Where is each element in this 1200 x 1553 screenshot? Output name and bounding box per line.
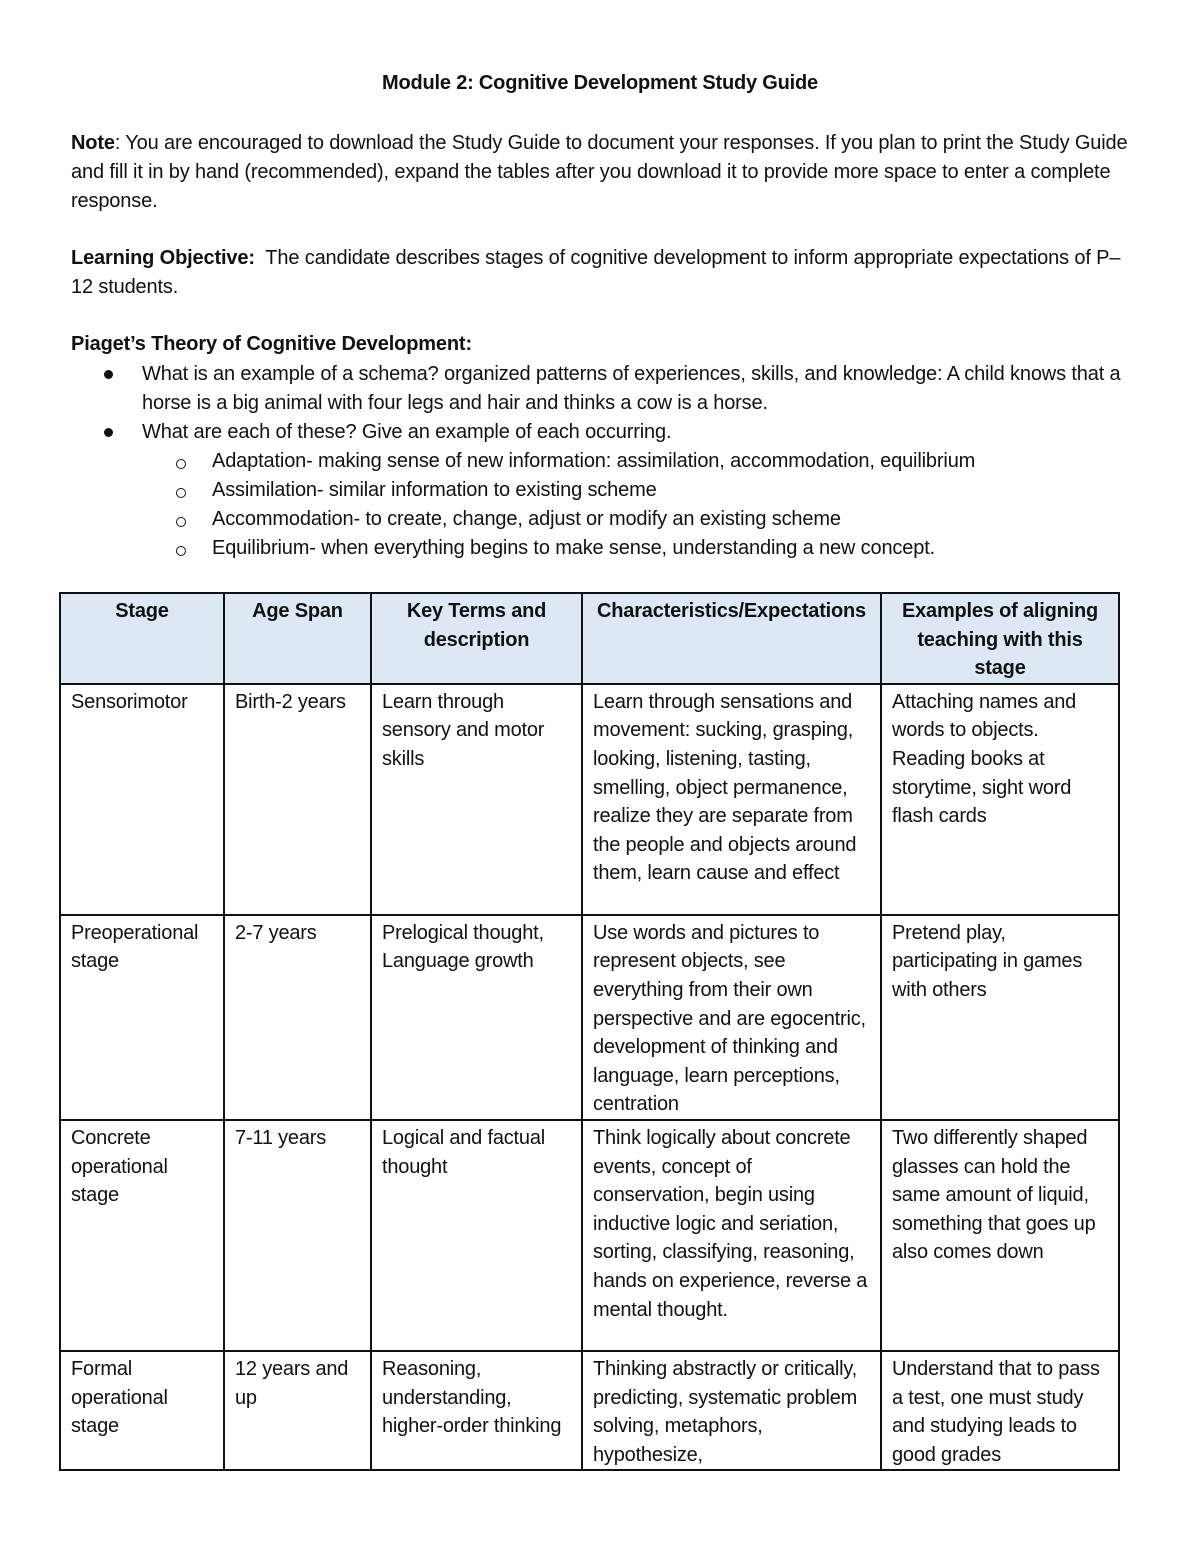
page-title: Module 2: Cognitive Development Study Guide <box>382 72 818 94</box>
note-label: Note <box>71 132 115 154</box>
note-text: : You are encouraged to download the Study Guide to document your responses. If you plan to print the Study Guide and fill it in by hand (recommended), expand the tables after you download it to provide more space to enter a complete response. <box>71 132 1128 212</box>
cell-characteristics: Learn through sensations and movement: sucking, grasping, looking, listening, tasting, smelling, object permanence, realize they are separate from the people and objects around them, learn cause and effect <box>582 684 881 915</box>
bullet-icon <box>104 428 113 437</box>
header-key-terms: Key Terms and description <box>371 593 582 684</box>
cell-examples: Pretend play, participating in games with others <box>881 915 1119 1120</box>
circle-bullet-icon <box>176 517 186 527</box>
cell-key-terms: Learn through sensory and motor skills <box>371 684 582 915</box>
learning-objective-paragraph <box>71 244 1131 302</box>
sub-list-item <box>71 505 1131 534</box>
cell-stage: Formal operational stage <box>60 1351 224 1470</box>
cell-key-terms: Logical and factual thought <box>371 1120 582 1351</box>
cell-characteristics: Think logically about concrete events, concept of conservation, begin using inductive logic and seriation, sorting, classifying, reasoning, hands on experience, reverse a mental thought. <box>582 1120 881 1351</box>
table-row <box>60 684 1119 915</box>
table-row <box>60 1351 1119 1470</box>
cell-examples: Two differently shaped glasses can hold the same amount of liquid, something that goes up also comes down <box>881 1120 1119 1351</box>
piaget-heading-text: Piaget’s Theory of Cognitive Development: <box>71 333 472 355</box>
cell-stage: Preoperational stage <box>60 915 224 1120</box>
note-paragraph <box>71 129 1131 216</box>
sub-list-item <box>71 476 1131 505</box>
cell-key-terms: Prelogical thought, Language growth <box>371 915 582 1120</box>
circle-bullet-icon <box>176 488 186 498</box>
circle-bullet-icon <box>176 546 186 556</box>
piaget-bullet-list <box>71 360 1131 563</box>
list-item <box>71 360 1131 418</box>
sub-item-text: Adaptation- making sense of new information: assimilation, accommodation, equilibrium <box>212 450 976 472</box>
circle-bullet-icon <box>176 459 186 469</box>
sub-item-text: Equilibrium- when everything begins to make sense, understanding a new concept. <box>212 537 936 559</box>
cognitive-stages-table <box>59 592 1120 1471</box>
sub-item-text: Assimilation- similar information to existing scheme <box>212 479 657 501</box>
cell-examples: Understand that to pass a test, one must study and studying leads to good grades <box>881 1351 1119 1470</box>
cell-age-span: 12 years and up <box>224 1351 371 1470</box>
cell-characteristics: Thinking abstractly or critically, predicting, systematic problem solving, metaphors, hypothesize, <box>582 1351 881 1470</box>
bullet-text: What are each of these? Give an example of each occurring. <box>142 421 672 443</box>
header-age-span: Age Span <box>224 593 371 684</box>
table-header-row <box>60 593 1119 684</box>
cell-stage: Sensorimotor <box>60 684 224 915</box>
header-characteristics: Characteristics/Expectations <box>582 593 881 684</box>
sub-list-item <box>71 534 1131 563</box>
header-examples: Examples of aligning teaching with this stage <box>881 593 1119 684</box>
table-row <box>60 1120 1119 1351</box>
sub-item-text: Accommodation- to create, change, adjust or modify an existing scheme <box>212 508 841 530</box>
cell-age-span: 2-7 years <box>224 915 371 1120</box>
cell-stage: Concrete operational stage <box>60 1120 224 1351</box>
objective-label: Learning Objective: <box>71 247 255 269</box>
cell-key-terms: Reasoning, understanding, higher-order thinking <box>371 1351 582 1470</box>
cell-examples: Attaching names and words to objects. Reading books at storytime, sight word flash cards <box>881 684 1119 915</box>
bullet-text: What is an example of a schema? organized patterns of experiences, skills, and knowledge: A child knows that a horse is a big animal with four legs and hair and thinks a cow is a horse. <box>142 363 1121 414</box>
objective-text: The candidate describes stages of cognitive development to inform appropriate expectations of P–12 students. <box>71 247 1121 298</box>
list-item <box>71 418 1131 447</box>
cell-characteristics: Use words and pictures to represent objects, see everything from their own perspective and are egocentric, development of thinking and language, learn perceptions, centration <box>582 915 881 1120</box>
bullet-icon <box>104 370 113 379</box>
sub-list-item <box>71 447 1131 476</box>
cell-age-span: 7-11 years <box>224 1120 371 1351</box>
cell-age-span: Birth-2 years <box>224 684 371 915</box>
table-row <box>60 915 1119 1120</box>
header-stage: Stage <box>60 593 224 684</box>
piaget-heading <box>71 330 1131 359</box>
